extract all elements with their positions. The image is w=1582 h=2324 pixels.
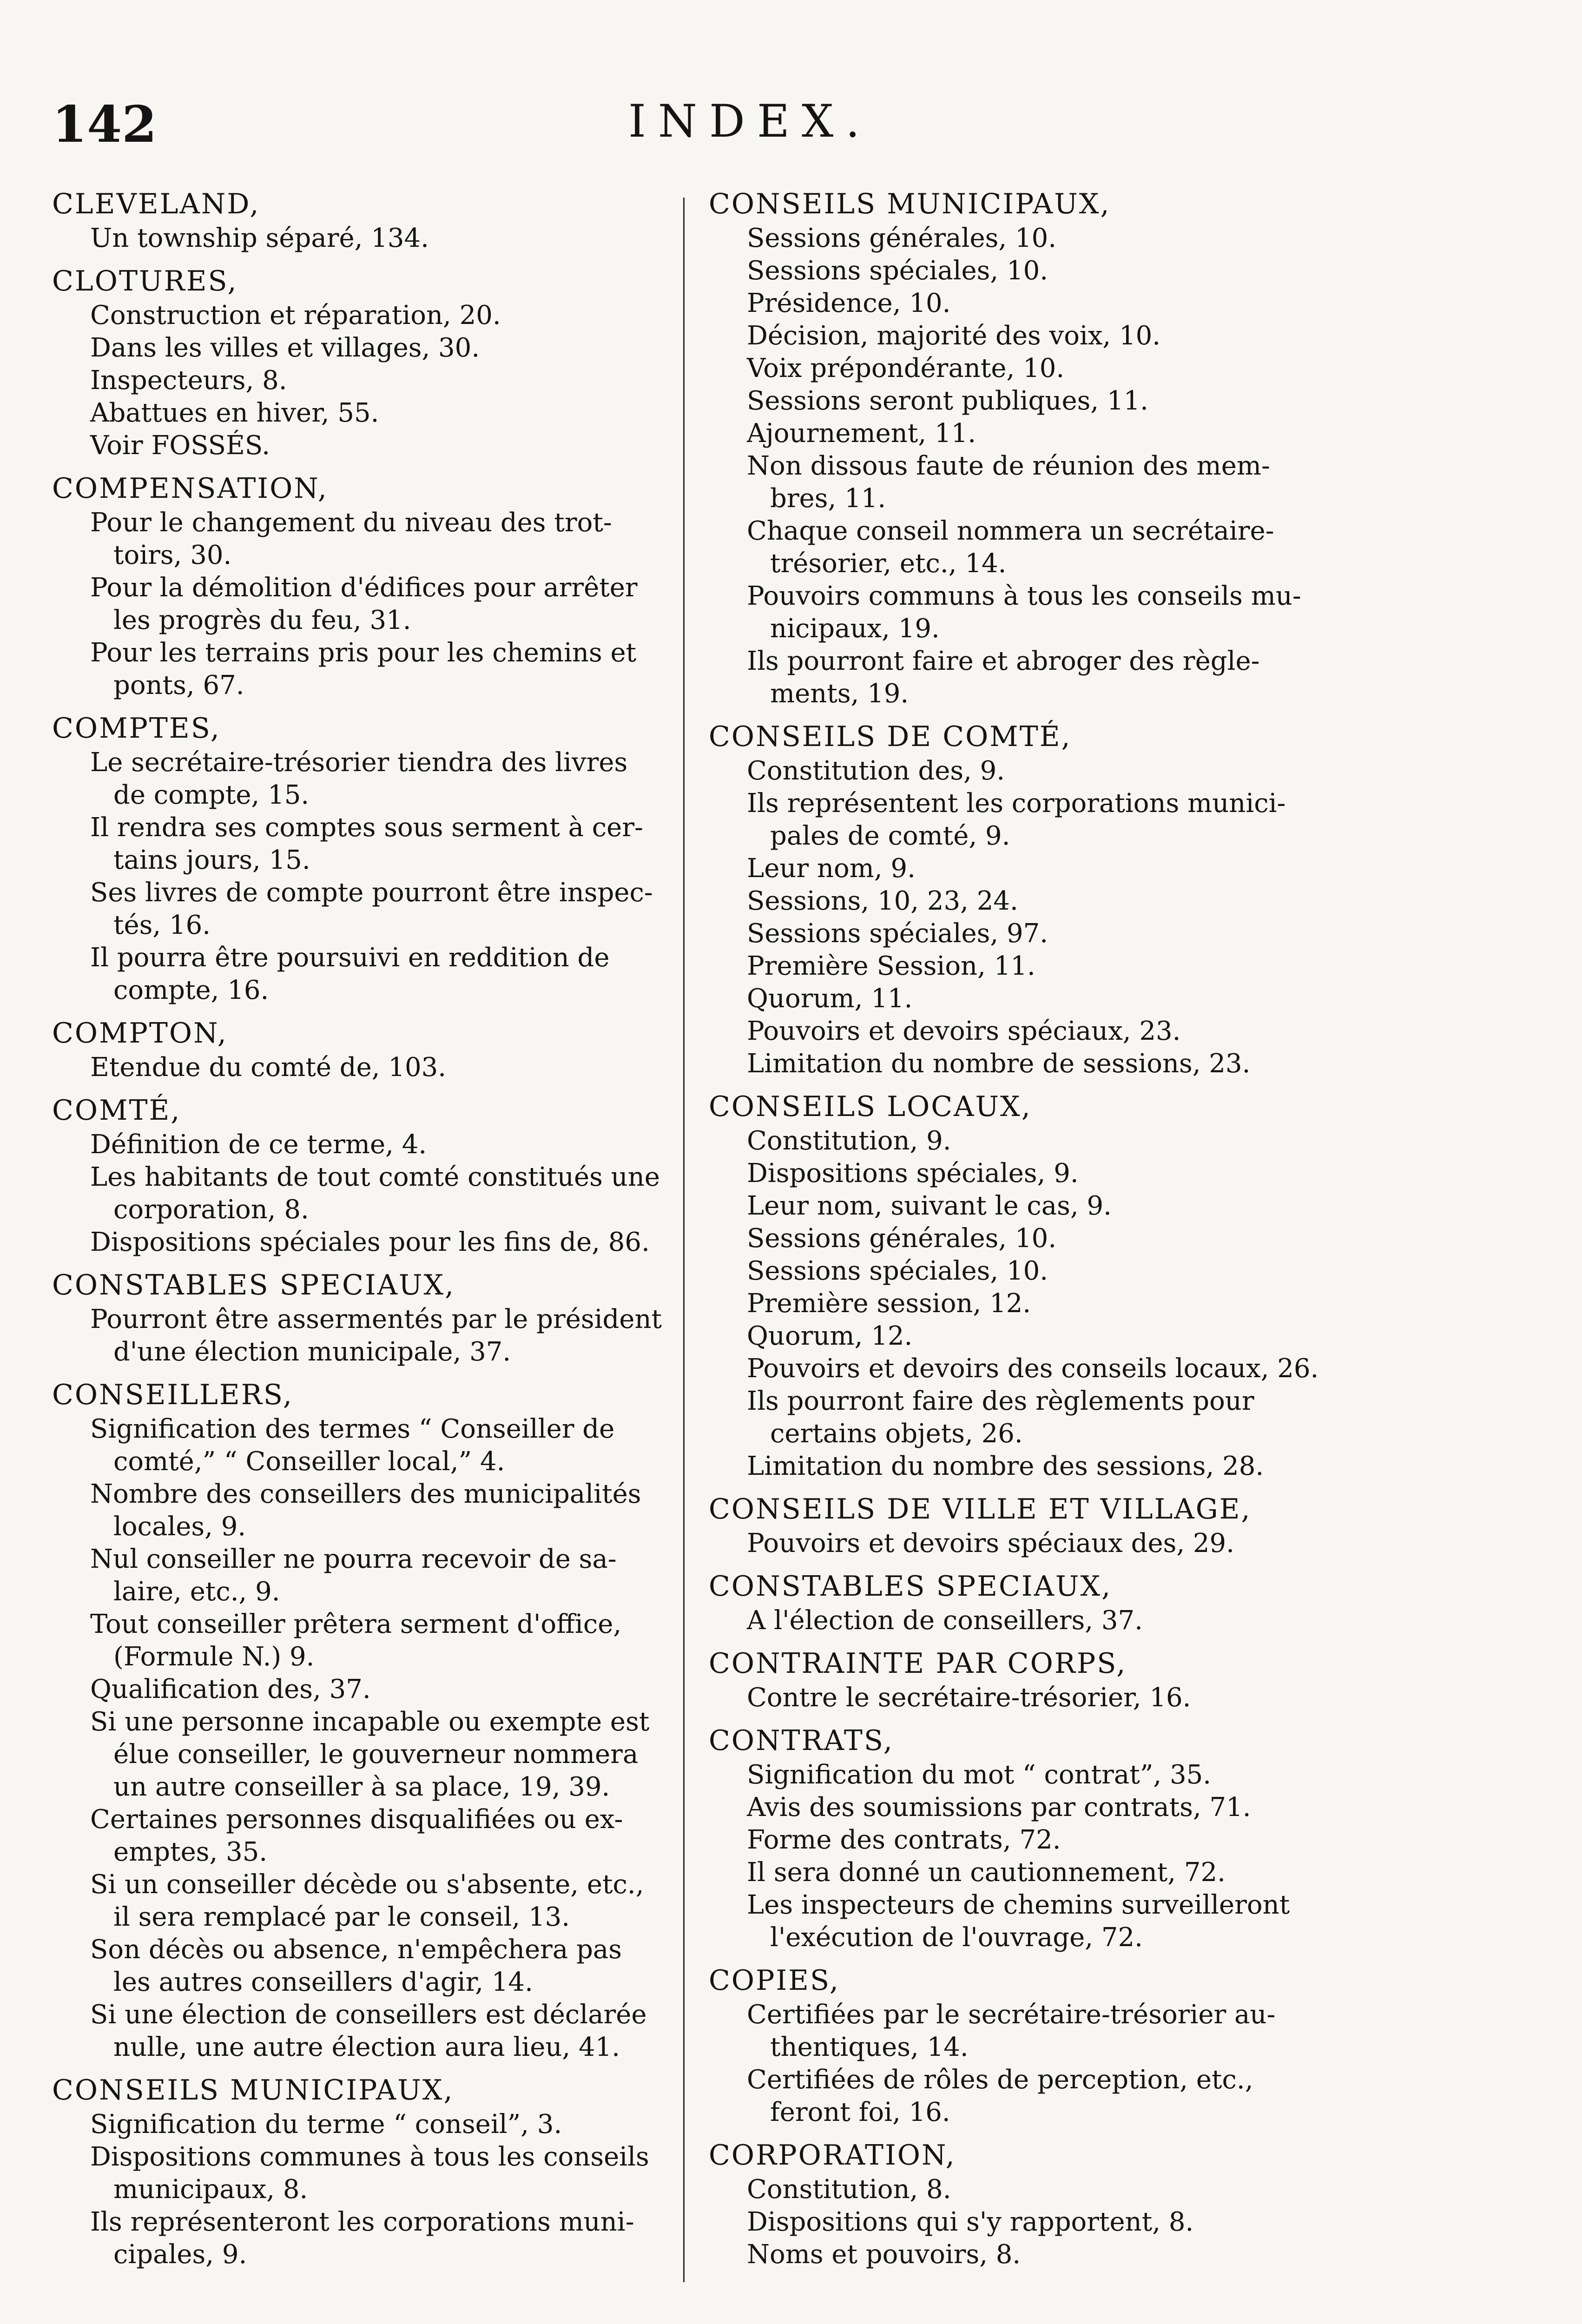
index-subentry: Non dissous faute de réunion des mem- [747,451,1270,481]
index-subentry: Forme des contrats, 72. [747,1825,1061,1855]
index-heading: CONSEILS MUNICIPAUX, [709,188,1111,220]
index-subentry: Signification des termes “ Conseiller de [90,1414,615,1444]
index-subentry-continuation: un autre conseiller à sa place, 19, 39. [113,1772,610,1802]
index-subentry: Quorum, 12. [747,1321,913,1351]
index-subentry: Nombre des conseillers des municipalités [90,1479,641,1509]
index-entry [52,1377,675,2064]
index-subentry: Première session, 12. [747,1288,1031,1319]
index-subentry: Les habitants de tout comté constitués une [90,1162,660,1192]
index-subentry-continuation: les progrès du feu, 31. [113,605,411,635]
page-number: 142 [52,95,157,154]
index-entry [709,2137,1357,2271]
index-subentry-continuation: municipaux, 8. [113,2174,308,2205]
index-subentry: Sessions seront publiques, 11. [747,386,1148,416]
index-subentry: Il rendra ses comptes sous serment à cer- [90,812,643,843]
index-subentry: Certifiées de rôles de perception, etc., [747,2065,1253,2095]
index-entry [709,1491,1357,1560]
index-subentry: Dispositions spéciales, 9. [747,1158,1079,1188]
index-subentry: Sessions, 10, 23, 24. [747,886,1018,916]
index-heading: CONSEILS DE COMTÉ, [709,720,1072,753]
index-entry [709,1089,1357,1483]
index-subentry-continuation: (Formule N.) 9. [113,1642,315,1672]
index-heading: CONTRAINTE PAR CORPS, [709,1647,1127,1680]
index-subentry: Il sera donné un cautionnement, 72. [747,1857,1226,1888]
index-subentry-continuation: thentiques, 14. [770,2032,969,2062]
index-subentry-continuation: corporation, 8. [113,1195,309,1225]
index-entry [52,1015,675,1084]
column-divider [683,198,685,2282]
index-subentry: Première Session, 11. [747,951,1035,981]
index-subentry-continuation: comté,” “ Conseiller local,” 4. [113,1446,505,1477]
index-heading: CONSEILLERS, [52,1379,293,1411]
index-subentry-continuation: tés, 16. [113,910,211,940]
index-subentry: Un township séparé, 134. [90,223,429,253]
index-subentry: Sessions spéciales, 10. [747,1256,1048,1286]
index-subentry: Son décès ou absence, n'empêchera pas [90,1934,622,1965]
index-subentry: Construction et réparation, 20. [90,300,501,330]
index-subentry: Si une personne incapable ou exempte est [90,1707,650,1737]
index-heading: CLOTURES, [52,265,238,297]
index-heading: COMTÉ, [52,1094,181,1127]
index-subentry: Sessions générales, 10. [747,1223,1057,1254]
index-heading: COMPTON, [52,1017,228,1050]
index-entry [52,710,675,1007]
index-subentry: Pour le changement du niveau des trot- [90,508,612,538]
index-heading: CONSTABLES SPECIAUX, [709,1570,1112,1603]
index-subentry: Nul conseiller ne pourra recevoir de sa- [90,1544,617,1574]
index-subentry: Dispositions qui s'y rapportent, 8. [747,2207,1194,2237]
index-subentry-continuation: laire, etc., 9. [113,1577,280,1607]
index-subentry: Si un conseiller décède ou s'absente, etc., [90,1869,644,1900]
index-heading: CONSEILS MUNICIPAUX, [52,2074,454,2106]
index-subentry: Noms et pouvoirs, 8. [747,2239,1021,2270]
index-entry [709,1723,1357,1954]
index-subentry: Ajournement, 11. [747,418,976,449]
index-subentry: Pouvoirs communs à tous les conseils mu- [747,581,1301,611]
index-subentry-continuation: ments, 19. [770,679,909,709]
index-entry [52,470,675,702]
index-subentry: Dans les villes et villages, 30. [90,333,480,363]
index-subentry-continuation: pales de comté, 9. [770,821,1010,851]
index-subentry-continuation: compte, 16. [113,975,269,1005]
index-subentry: Pouvoirs et devoirs spéciaux des, 29. [747,1528,1234,1558]
index-subentry-continuation: les autres conseillers d'agir, 14. [113,1967,533,1997]
index-subentry: Ils représentent les corporations munici- [747,788,1286,819]
index-subentry-continuation: emptes, 35. [113,1837,268,1867]
index-subentry: Limitation du nombre de sessions, 23. [747,1049,1251,1079]
index-subentry-continuation: nicipaux, 19. [770,614,940,644]
index-entry [709,186,1357,710]
index-entry [52,2072,675,2271]
index-subentry: Abattues en hiver, 55. [90,398,379,428]
index-subentry-continuation: bres, 11. [770,483,886,514]
index-subentry: Voir FOSSÉS. [90,430,270,461]
index-subentry-continuation: nulle, une autre élection aura lieu, 41. [113,2032,620,2062]
index-subentry-continuation: certains objets, 26. [770,1419,1023,1449]
index-subentry: Certaines personnes disqualifiées ou ex- [90,1804,623,1835]
index-subentry: Sessions spéciales, 10. [747,256,1048,286]
index-subentry: Inspecteurs, 8. [90,365,287,396]
index-subentry: Ils pourront faire et abroger des règle- [747,646,1260,676]
index-subentry-continuation: tains jours, 15. [113,845,310,875]
index-heading: COMPENSATION, [52,472,328,505]
page-header [52,95,1530,160]
index-subentry: Les inspecteurs de chemins surveilleront [747,1890,1290,1920]
index-subentry: Chaque conseil nommera un secrétaire- [747,516,1274,546]
index-subentry: Ils pourront faire des règlements pour [747,1386,1254,1416]
index-subentry: Dispositions communes à tous les conseils [90,2142,649,2172]
index-subentry: Définition de ce terme, 4. [90,1129,427,1160]
index-entry [52,1267,675,1368]
index-subentry: Limitation du nombre des sessions, 28. [747,1451,1264,1481]
index-subentry: Quorum, 11. [747,984,913,1014]
index-entry [52,186,675,255]
index-subentry: Pouvoirs et devoirs des conseils locaux, 26. [747,1353,1319,1384]
index-heading: COMPTES, [52,712,221,745]
index-subentry: Tout conseiller prêtera serment d'office, [90,1609,622,1639]
index-subentry-continuation: locales, 9. [113,1512,246,1542]
right-column [709,186,1357,2279]
index-subentry-continuation: d'une élection municipale, 37. [113,1337,511,1367]
index-subentry: Pour les terrains pris pour les chemins et [90,638,637,668]
index-subentry-continuation: il sera remplacé par le conseil, 13. [113,1902,570,1932]
index-entry [52,1092,675,1259]
index-entry [52,263,675,462]
index-subentry-continuation: de compte, 15. [113,780,310,810]
index-subentry: Etendue du comté de, 103. [90,1052,447,1083]
index-heading: CLEVELAND, [52,188,260,220]
page-title: INDEX. [628,95,872,147]
index-subentry: Leur nom, suivant le cas, 9. [747,1191,1112,1221]
index-subentry: Leur nom, 9. [747,853,916,884]
index-subentry-continuation: l'exécution de l'ouvrage, 72. [770,1922,1143,1953]
index-entry [709,1645,1357,1714]
index-subentry: Certifiées par le secrétaire-trésorier au- [747,2000,1276,2030]
left-column [52,186,675,2279]
index-subentry: Constitution, 8. [747,2174,951,2205]
index-subentry-continuation: élue conseiller, le gouverneur nommera [113,1739,639,1769]
index-subentry: Qualification des, 37. [90,1674,371,1704]
index-subentry-continuation: toirs, 30. [113,540,232,570]
index-heading: COPIES, [709,1964,840,1997]
index-subentry: Ils représenteront les corporations muni- [90,2207,634,2237]
index-subentry: Présidence, 10. [747,288,951,318]
index-subentry: Constitution des, 9. [747,756,1005,786]
index-entry [709,1962,1357,2129]
index-heading: CONSTABLES SPECIAUX, [52,1269,455,1301]
index-subentry: Dispositions spéciales pour les fins de, 86. [90,1227,650,1257]
index-subentry: Pour la démolition d'édifices pour arrêter [90,573,638,603]
index-subentry: Voix prépondérante, 10. [747,353,1065,383]
index-subentry: Sessions spéciales, 97. [747,918,1048,949]
index-heading: CONSEILS LOCAUX, [709,1090,1032,1123]
index-heading: CONSEILS DE VILLE ET VILLAGE, [709,1493,1252,1525]
index-subentry: Signification du mot “ contrat”, 35. [747,1760,1212,1790]
index-subentry: Avis des soumissions par contrats, 71. [747,1792,1251,1822]
index-subentry: Signification du terme “ conseil”, 3. [90,2109,562,2139]
index-subentry-continuation: ponts, 67. [113,670,244,700]
index-entry [709,719,1357,1080]
index-subentry: Il pourra être poursuivi en reddition de [90,943,610,973]
index-subentry: Le secrétaire-trésorier tiendra des livres [90,747,628,778]
index-entry [709,1568,1357,1637]
index-subentry-continuation: trésorier, etc., 14. [770,548,1007,579]
index-subentry: A l'élection de conseillers, 37. [747,1605,1143,1636]
index-subentry: Constitution, 9. [747,1126,951,1156]
index-subentry: Sessions générales, 10. [747,223,1057,253]
index-subentry: Décision, majorité des voix, 10. [747,321,1161,351]
index-subentry: Pourront être assermentés par le président [90,1304,662,1334]
index-heading: CORPORATION, [709,2139,956,2172]
index-subentry: Pouvoirs et devoirs spéciaux, 23. [747,1016,1181,1046]
index-subentry: Contre le secrétaire-trésorier, 16. [747,1683,1191,1713]
index-subentry: Si une élection de conseillers est déclarée [90,2000,647,2030]
index-heading: CONTRATS, [709,1724,894,1757]
index-subentry-continuation: cipales, 9. [113,2239,247,2270]
index-subentry-continuation: feront foi, 16. [770,2097,950,2127]
index-subentry: Ses livres de compte pourront être inspec- [90,878,653,908]
